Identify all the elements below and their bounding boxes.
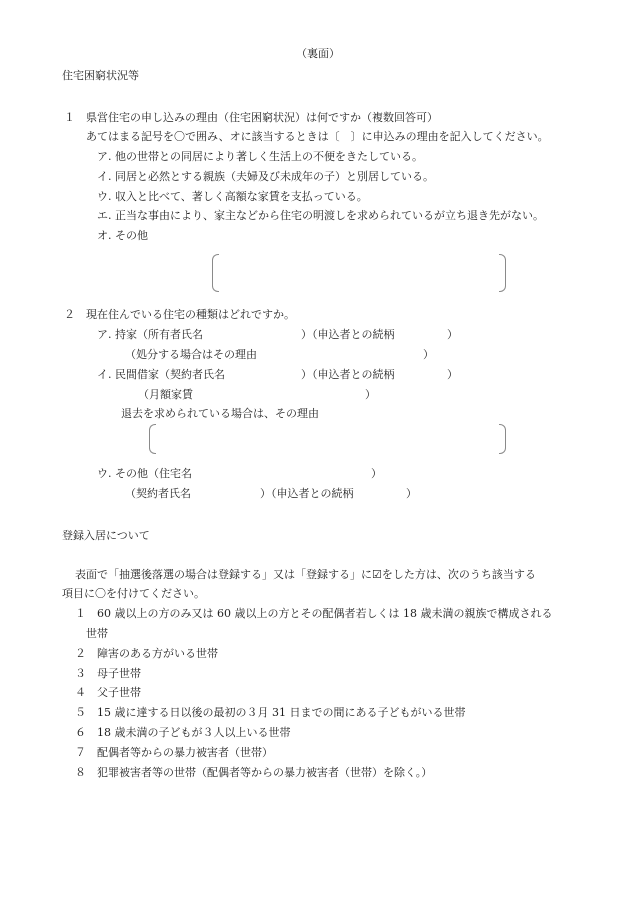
q1-other-reason-field[interactable] [212, 254, 506, 292]
registration-item-2-number: ２ [75, 647, 86, 660]
q2-option-a-disposal-close: ） [423, 348, 434, 361]
q1-option-u[interactable]: ウ. 収入と比べて、著しく高額な家賃を支払っている。 [97, 190, 368, 203]
registration-item-8[interactable]: 犯罪被害者等の世帯（配偶者等からの暴力被害者（世帯）を除く。） [97, 766, 433, 779]
section-heading-registration: 登録入居について [62, 529, 150, 542]
q2-option-i[interactable]: イ. 民間借家（契約者氏名 [97, 368, 225, 381]
registration-item-4[interactable]: 父子世帯 [97, 686, 141, 699]
registration-item-1-number: １ [75, 607, 86, 620]
section-heading-housing: 住宅困窮状況等 [62, 69, 139, 82]
q2-option-i-relation: ）（申込者との続柄 [301, 368, 395, 381]
registration-item-4-number: ４ [75, 686, 86, 699]
q1-option-a[interactable]: ア. 他の世帯との同居により著しく生活上の不便をきたしている。 [97, 150, 423, 163]
q2-option-a-relation: ）（申込者との続柄 [301, 328, 395, 341]
q1-number: １ [64, 111, 75, 124]
registration-intro-line2: 項目に〇を付けてください。 [62, 587, 205, 600]
q2-option-i-close: ） [447, 368, 458, 381]
registration-item-7-number: ７ [75, 746, 86, 759]
q2-option-i-rent-close: ） [365, 388, 376, 401]
q2-eviction-reason-field[interactable] [149, 424, 506, 454]
registration-item-1[interactable]: 60 歳以上の方のみ又は 60 歳以上の方とその配偶者若しくは 18 歳未満の親族で構成される [97, 607, 553, 620]
registration-item-5[interactable]: 15 歳に達する日以後の最初の３月 31 日までの間にある子どもがいる世帯 [97, 706, 466, 719]
bracket-left [212, 254, 219, 292]
q2-option-i-eviction: 退去を求められている場合は、その理由 [121, 407, 319, 420]
q1-question: 県営住宅の申し込みの理由（住宅困窮状況）は何ですか（複数回答可） [86, 111, 438, 124]
registration-item-1-cont: 世帯 [86, 627, 108, 640]
bracket-right [499, 254, 506, 292]
registration-item-6[interactable]: 18 歳未満の子どもが３人以上いる世帯 [97, 726, 291, 739]
q2-option-u[interactable]: ウ. その他（住宅名 [97, 467, 192, 480]
q1-instruction: あてはまる記号を〇で囲み、オに該当するときは〔 〕に申込みの理由を記入してください。 [86, 130, 549, 143]
registration-item-3-number: ３ [75, 667, 86, 680]
bracket-left [149, 424, 156, 454]
q2-option-a-close: ） [447, 328, 458, 341]
registration-item-2[interactable]: 障害のある方がいる世帯 [97, 647, 218, 660]
registration-item-5-number: ５ [75, 706, 86, 719]
q2-option-a[interactable]: ア. 持家（所有者氏名 [97, 328, 203, 341]
q2-option-u-close: ） [371, 467, 382, 480]
bracket-right [499, 424, 506, 454]
registration-item-7[interactable]: 配偶者等からの暴力被害者（世帯） [97, 746, 273, 759]
q2-option-u-relation: ）（申込者との続柄 [260, 487, 354, 500]
q2-option-u-sub-close: ） [406, 487, 417, 500]
registration-item-6-number: ６ [75, 726, 86, 739]
q1-option-e[interactable]: エ. 正当な事由により、家主などから住宅の明渡しを求められているが立ち退き先がない。 [97, 209, 544, 222]
q1-option-o[interactable]: オ. その他 [97, 229, 148, 242]
page-title: （裏面） [296, 47, 340, 60]
q2-question: 現在住んでいる住宅の種類はどれですか。 [86, 308, 295, 321]
registration-intro-line1: 表面で「抽選後落選の場合は登録する」又は「登録する」に☑をした方は、次のうち該当する [75, 568, 536, 581]
q2-number: ２ [64, 308, 75, 321]
registration-item-8-number: ８ [75, 766, 86, 779]
registration-item-3[interactable]: 母子世帯 [97, 667, 141, 680]
q2-option-u-contractor: （契約者氏名 [125, 487, 191, 500]
q2-option-a-disposal: （処分する場合はその理由 [125, 348, 257, 361]
q2-option-i-rent: （月額家賃 [138, 388, 193, 401]
q1-option-i[interactable]: イ. 同居と必然とする親族（夫婦及び未成年の子）と別居している。 [97, 170, 434, 183]
